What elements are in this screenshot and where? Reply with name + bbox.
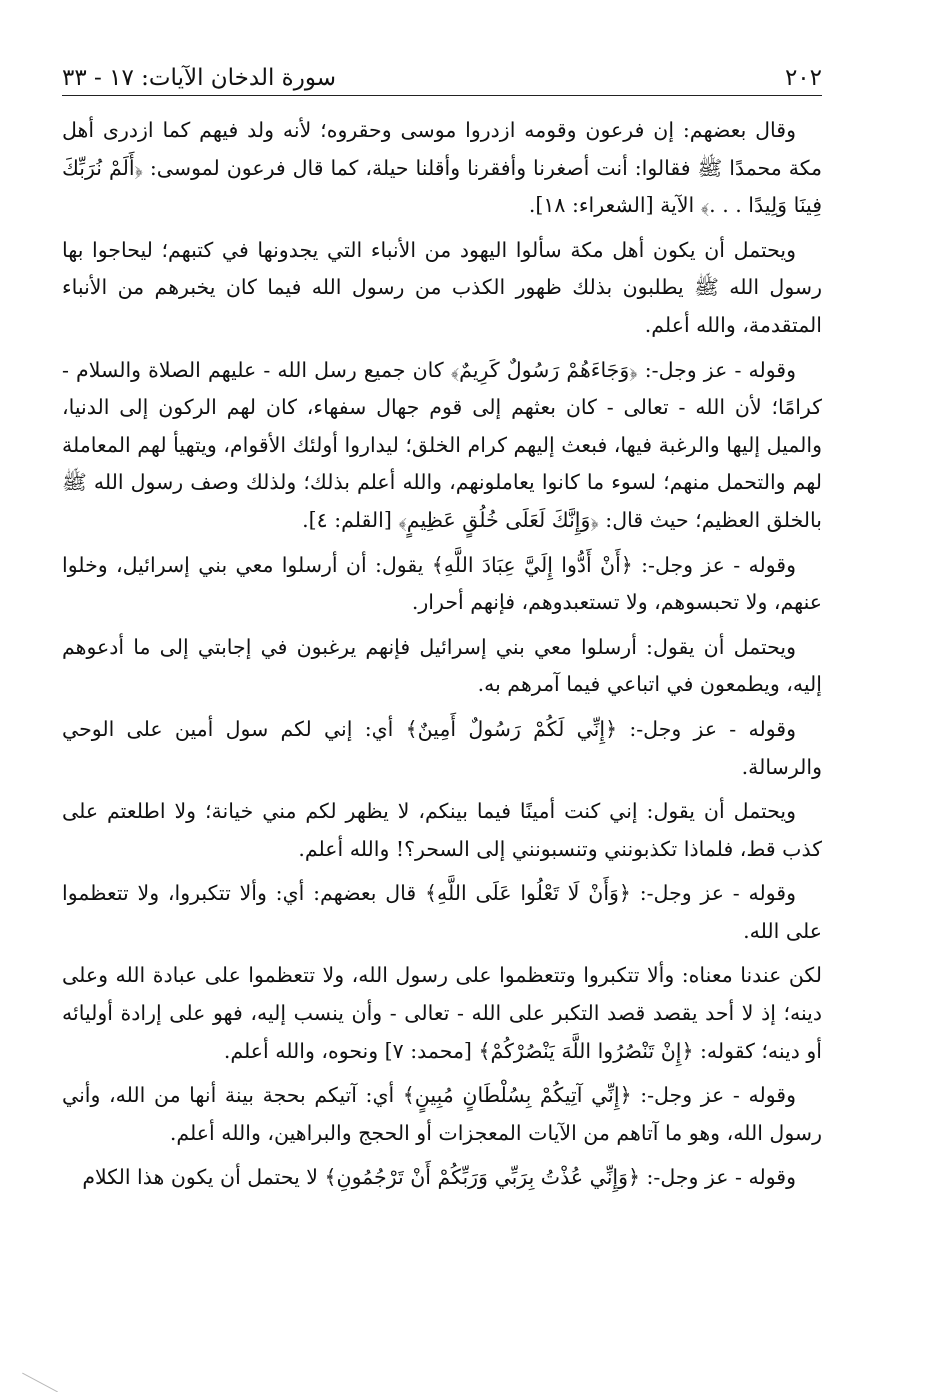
paragraph: ويحتمل أن يقول: أرسلوا معي بني إسرائيل فإنهم يرغبون في إجابتي إلى ما أدعوهم إليه، ويطمعون في اتباعي فيما آمرهم به.	[62, 634, 822, 697]
scan-mark	[22, 1373, 58, 1392]
paragraph: وقوله - عز وجل-: ﴿إِنِّي لَكُمْ رَسُولٌ أَمِينٌ﴾ أي: إني لكم سول أمين على الوحي والرسالة.	[62, 716, 822, 779]
paragraph: ويحتمل أن يكون أهل مكة سألوا اليهود من الأنباء التي يجدونها في كتبهم؛ ليحاجوا بها رسول الله ﷺ يطلبون بذلك ظهور الكذب من رسول الله فيما كان يخبرهم من الأنباء المتقدمة، والله أعلم.	[62, 237, 822, 337]
paragraph: وقوله - عز وجل-: ﴿وَجَاءَهُمْ رَسُولٌ كَرِيمٌ﴾ كان جميع رسل الله - عليهم الصلاة والسلام - كرامًا؛ لأن الله - تعالى - كان بعثهم إلى قوم جهال سفهاء، كان لهم الركون إلى الدنيا، والميل إليها والرغبة فيها، فبعث إليهم كرام الخلق؛ ليداروا أولئك الأقوام، ويتهيأ لهم المعاملة لهم والتحمل منهم؛ لسوء ما كانوا يعاملونهم، والله أعلم بذلك؛ ولذلك وصف رسول الله ﷺ بالخلق العظيم؛ حيث قال: ﴿وَإِنَّكَ لَعَلَى خُلُقٍ عَظِيمٍ﴾ [القلم: ٤].	[62, 357, 822, 532]
page-number: ٢٠٢	[784, 65, 822, 91]
paragraph: لكن عندنا معناه: وألا تتكبروا وتتعظموا على رسول الله، ولا تتعظموا على عبادة الله وعلى دينه؛ إذ لا أحد يقصد قصد التكبر على الله - تعالى - وأن ينسب إليه، فهو على إرادة أوليائه أو دينه؛ كقوله: ﴿إِنْ تَنْصُرُوا اللَّهَ يَنْصُرْكُمْ﴾ [محمد: ٧] ونحوه، والله أعلم.	[62, 963, 822, 1063]
paragraph: وقال بعضهم: إن فرعون وقومه ازدروا موسى وحقروه؛ لأنه ولد فيهم كما ازدرى أهل مكة محمدًا ﷺ فقالوا: أنت أصغرنا وأفقرنا وأقلنا حيلة، كما قال فرعون لموسى: ﴿أَلَمْ نُرَبِّكَ فِينَا وَلِيدًا . . .﴾ الآية [الشعراء: ١٨].	[62, 118, 822, 218]
paragraph: وقوله - عز وجل-: ﴿وَأَنْ لَا تَعْلُوا عَلَى اللَّهِ﴾ قال بعضهم: أي: وألا تتكبروا، ولا تتعظموا على الله.	[62, 881, 822, 943]
page-header	[62, 56, 822, 96]
paragraph: وقوله - عز وجل-: ﴿وَإِنِّي عُذْتُ بِرَبِّي وَرَبِّكُمْ أَنْ تَرْجُمُونِ﴾ لا يحتمل أن يكون هذا الكلام	[82, 1165, 796, 1190]
paragraph: وقوله - عز وجل-: ﴿إِنِّي آتِيكُمْ بِسُلْطَانٍ مُبِينٍ﴾ أي: آتيكم بحجة بينة أنها من الله، وأني رسول الله، وهو ما آتاهم من الآيات المعجزات أو الحجج والبراهين، والله أعلم.	[62, 1083, 822, 1145]
page-body	[62, 112, 822, 1204]
paragraph: وقوله - عز وجل-: ﴿أَنْ أَدُّوا إِلَيَّ عِبَادَ اللَّهِ﴾ يقول: أن أرسلوا معي بني إسرائيل، وخلوا عنهم، ولا تحبسوهم، ولا تستعبدوهم، فإنهم أحرار.	[62, 552, 822, 615]
running-title: سورة الدخان الآيات: ١٧ - ٣٣	[62, 65, 336, 91]
paragraph: ويحتمل أن يقول: إني كنت أمينًا فيما بينكم، لا يظهر لكم مني خيانة؛ ولا اطلعتم على كذب قط، فلماذا تكذبونني وتنسبونني إلى السحر؟! والله أعلم.	[62, 799, 822, 861]
